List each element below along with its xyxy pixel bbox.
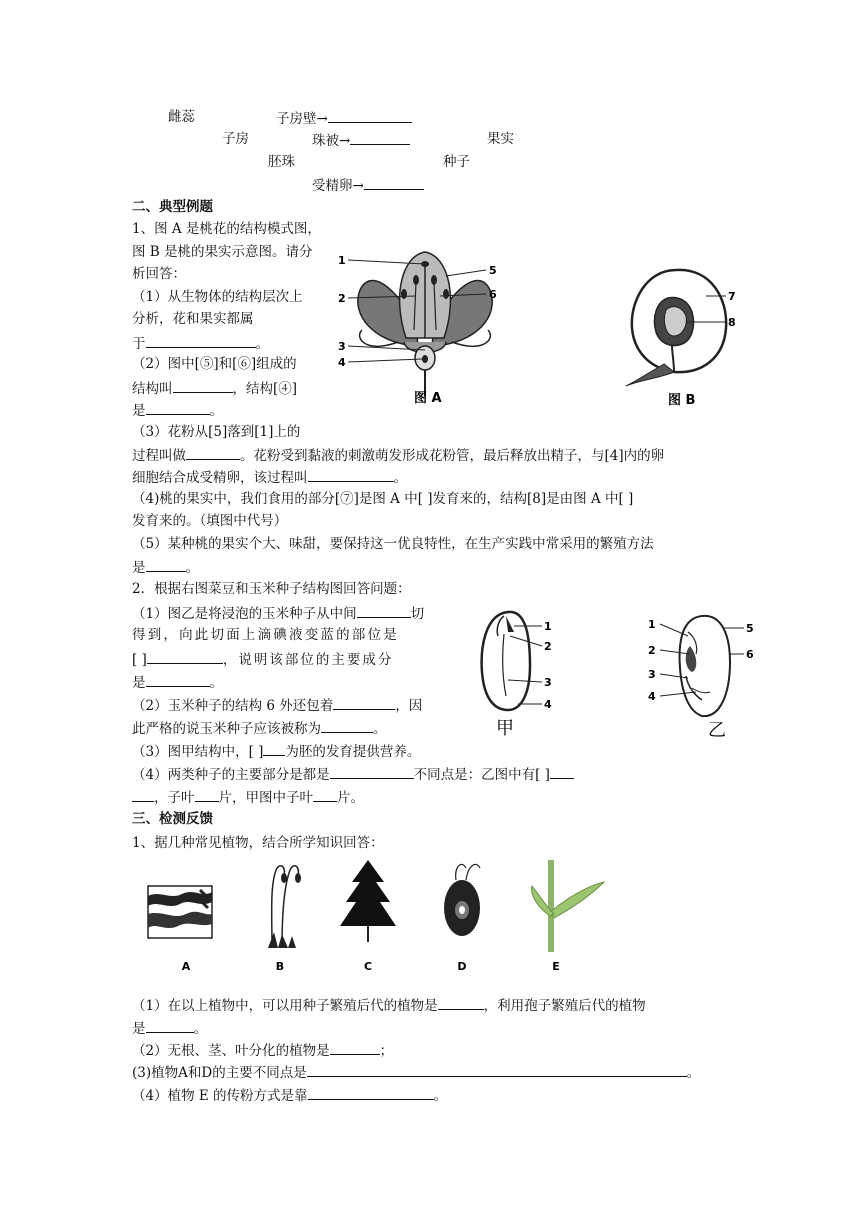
q1-p1-blank[interactable] [146,333,256,348]
fig-jia-label-2: 2 [544,640,552,653]
s3-q1-p3-blank[interactable] [307,1062,687,1077]
q1-p4-a: （4)桃的果实中，我们食用的部分[⑦]是图 A 中[ ]发育来的，结构[8]是由图 A 中[ ] [132,491,634,507]
q2-p4-blank-5[interactable] [313,787,337,802]
section3-heading: 三、检测反馈 [132,811,213,827]
q2-intro: 2．根据右图菜豆和玉米种子结构图回答问题： [132,581,411,597]
q1-p2-c: 是 。 [132,400,223,420]
fig-yi-label-5: 5 [746,622,754,635]
q2-p2-blank-1[interactable] [333,695,395,710]
q1-p3-a: （3）花粉从[5]落到[1]上的 [132,424,301,440]
fig-jia-label-3: 3 [544,676,552,689]
section2-heading: 二、典型例题 [132,199,213,215]
q1-p1-a: （1）从生物体的结构层次上 [132,289,303,305]
integument-label: 珠被→ [312,130,410,150]
s3-q1-p1-blank-1[interactable] [438,995,484,1010]
q2-p4-blank-1[interactable] [330,764,414,779]
s3-q1-p4-blank[interactable] [308,1085,434,1100]
fig-jia-label-1: 1 [544,620,552,633]
fig-yi-label-1: 1 [648,618,656,631]
figure-a-peach-flower [336,246,516,406]
q1-p3-c: 细胞结合成受精卵，该过程叫 。 [132,467,407,487]
fig-yi-label-4: 4 [648,690,656,703]
q2-p4-blank-2[interactable] [550,764,574,779]
q2-p4-blank-3[interactable] [132,787,154,802]
q2-p1-blank-2[interactable] [147,649,223,664]
q2-p1-blank-3[interactable] [146,672,210,687]
fig-a-label-3: 3 [338,340,346,353]
fruit-label: 果实 [487,131,514,147]
fig-yi-label-2: 2 [648,644,656,657]
fig-a-label-1: 1 [338,254,346,267]
q1-p5-b: 是 。 [132,557,199,577]
s3-q1-p1-a: （1）在以上植物中，可以用种子繁殖后代的植物是 ，利用孢子繁殖后代的植物 [132,995,646,1015]
q2-p4-a: （4）两类种子的主要部分是都是 不同点是：乙图中有[ ] [132,764,574,784]
q2-p2-a: （2）玉米种子的结构 6 外还包着 ，因 [132,695,422,715]
q2-p2-blank-2[interactable] [321,718,373,733]
q1-p4-b: 发育来的。（填图中代号） [132,513,288,529]
s3-q1-p4: （4）植物 E 的传粉方式是靠 。 [132,1085,447,1105]
s3-q1-p3: (3)植物A和D的主要不同点是 。 [132,1062,700,1082]
plant-label-c: C [363,960,373,973]
figure-yi-corn-seed [640,612,770,742]
plant-label-a: A [181,960,191,973]
plant-d-chlamydomonas [444,864,480,973]
zygote-blank[interactable] [364,175,424,190]
plant-b-moss [268,866,301,973]
q1-intro-1: 1、图 A 是桃花的结构模式图， [132,221,321,237]
s3-q1-p2-blank[interactable] [330,1040,380,1055]
q2-p1-b: 得到，向此切面上滴碘液变蓝的部位是 [132,627,399,643]
q1-intro-3: 析回答： [132,266,186,282]
plant-a-algae [148,886,212,973]
q1-p2-blank-1[interactable] [173,378,233,393]
q2-p1-c: [ ] ，说明该部位的主要成分 [132,649,393,669]
fig-a-label-4: 4 [338,356,346,369]
s3-q1-p2: （2）无根、茎、叶分化的植物是 ； [132,1040,393,1060]
figure-jia-caption: 甲 [496,718,514,739]
plant-label-b: B [275,960,285,973]
q1-p3-blank-1[interactable] [186,445,240,460]
q2-p1-a: （1）图乙是将浸泡的玉米种子从中间 切 [132,603,424,623]
q1-p1-c: 于 。 [132,333,269,353]
s3-q1-p1-blank-2[interactable] [146,1018,194,1033]
q1-p3-blank-2[interactable] [308,467,394,482]
q1-p5-a: （5）某种桃的果实个大、味甜，要保持这一优良特性，在生产实践中常采用的繁殖方法 [132,536,654,552]
q2-p3: （3）图甲结构中，[ ] 为胚的发育提供营养。 [132,741,420,761]
q2-p3-blank[interactable] [263,741,285,756]
ovary-wall-blank[interactable] [328,108,412,123]
q2-p1-blank-1[interactable] [357,603,411,618]
ovary-label: 子房 [222,131,249,147]
fig-a-label-6: 6 [489,288,497,301]
q2-p2-b: 此严格的说玉米种子应该被称为 。 [132,718,387,738]
figure-b-caption: 图 B [668,393,696,408]
plant-label-d: D [457,960,467,973]
q1-p5-blank[interactable] [146,557,186,572]
plants-figure [140,856,620,976]
q1-p3-b: 过程叫做 。花粉受到黏液的刺激萌发形成花粉管，最后释放出精子，与[4]内的卵 [132,445,664,465]
ovary-wall-label: 子房壁→ [276,108,412,128]
zygote-label: 受精卵→ [312,175,424,195]
figure-b-peach-fruit [616,262,752,412]
figure-a-caption: 图 A [414,391,442,406]
fig-jia-label-4: 4 [544,698,552,711]
pistil-label: 雌蕊 [168,109,195,125]
q1-intro-2: 图 B 是桃的果实示意图。请分 [132,244,313,260]
ovule-label: 胚珠 [268,154,295,170]
seed-label: 种子 [443,154,470,170]
plant-c-conifer [340,860,396,973]
q1-p2-blank-2[interactable] [146,400,210,415]
q1-p1-b: 分析，花和果实都属 [132,311,254,327]
q1-p2-a: （2）图中[⑤]和[⑥]组成的 [132,356,297,372]
q2-p4-blank-4[interactable] [195,787,219,802]
q2-p4-b: ，子叶 片，甲图中子叶 片。 [132,787,364,807]
figure-yi-caption: 乙 [708,720,726,741]
figure-jia-bean-seed [478,606,568,740]
q1-p2-b: 结构叫 ，结构[④] [132,378,297,398]
fig-yi-label-6: 6 [746,648,754,661]
fig-b-label-8: 8 [728,316,736,329]
fig-a-label-5: 5 [489,264,497,277]
s3-q1-intro: 1、据几种常见植物，结合所学知识回答： [132,835,384,851]
fig-a-label-2: 2 [338,292,346,305]
plant-e-grass [532,860,604,973]
fig-b-label-7: 7 [728,290,736,303]
q2-p1-d: 是 。 [132,672,223,692]
integument-blank[interactable] [350,130,410,145]
fig-yi-label-3: 3 [648,668,656,681]
s3-q1-p1-b: 是 。 [132,1018,207,1038]
plant-label-e: E [552,960,560,973]
